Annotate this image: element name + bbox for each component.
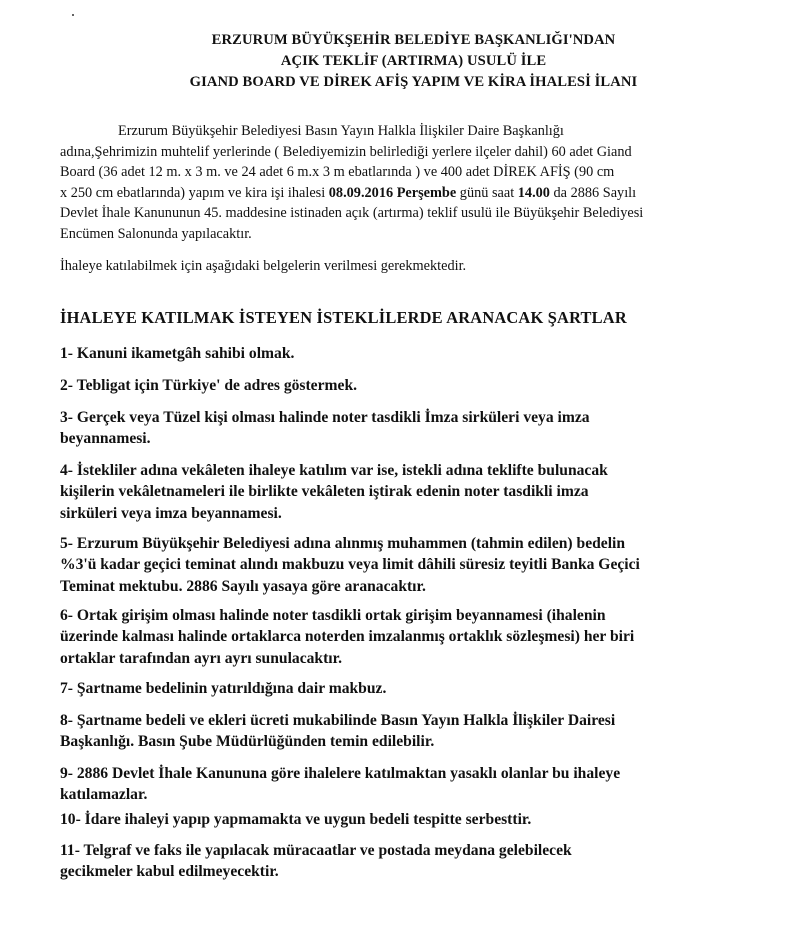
condition-line: 9- 2886 Devlet İhale Kanununa göre ihalelere katılmaktan yasaklı olanlar bu ihaleye [60, 765, 621, 782]
condition-line: 8- Şartname bedeli ve ekleri ücreti mukabilinde Basın Yayın Halkla İlişkiler Dairesi [60, 712, 616, 729]
condition-line: ortaklar tarafından ayrı ayrı sunulacaktır. [60, 649, 343, 667]
intro-text: günü saat [456, 184, 518, 201]
condition-line: Teminat mektubu. 2886 Sayılı yasaya göre aranacaktır. [60, 577, 426, 595]
condition-line: 6- Ortak girişim olması halinde noter tasdikli ortak girişim beyannamesi (ihalenin [60, 607, 606, 624]
condition-item [60, 678, 732, 699]
condition-line: üzerinde kalması halinde ortaklarca noterden imzalanmış ortaklık sözleşmesi) her biri [60, 628, 635, 646]
condition-item [60, 809, 732, 830]
condition-line: 2- Tebligat için Türkiye' de adres göstermek. [60, 377, 358, 394]
intro-line: Erzurum Büyükşehir Belediyesi Basın Yayın Halkla İlişkiler Daire Başkanlığı [118, 123, 564, 139]
condition-line: 4- İstekliler adına vekâleten ihaleye katılım var ise, istekli adına teklifte bulunacak [60, 462, 608, 479]
condition-line: beyannamesi. [60, 430, 151, 448]
condition-item [60, 375, 732, 396]
header-line-3: GIAND BOARD VE DİREK AFİŞ YAPIM VE KİRA İHALESİ İLANI [189, 74, 638, 90]
condition-item [60, 710, 732, 753]
condition-item [60, 763, 732, 806]
condition-item [60, 840, 732, 883]
condition-line: 3- Gerçek veya Tüzel kişi olması halinde noter tasdikli İmza sirküleri veya imza [60, 409, 590, 426]
scan-speck [72, 14, 74, 16]
intro-line: adına,Şehrimizin muhtelif yerlerinde ( Belediyemizin belirlediği yerlere ilçeler dahil) 60 adet Giand [60, 143, 632, 160]
condition-item [60, 407, 732, 450]
intro-paragraph [60, 121, 732, 245]
section-title: İHALEYE KATILMAK İSTEYEN İSTEKLİLERDE ARANACAK ŞARTLAR [60, 308, 627, 327]
intro-line: Board (36 adet 12 m. x 3 m. ve 24 adet 6 m.x 3 m ebatlarında ) ve 400 adet DİREK AFİŞ (90 cm [60, 164, 615, 181]
condition-item [60, 533, 732, 597]
condition-line: Başkanlığı. Basın Şube Müdürlüğünden temin edilebilir. [60, 733, 435, 751]
intro-line: Encümen Salonunda yapılacaktır. [60, 225, 252, 242]
condition-line: katılamazlar. [60, 786, 148, 804]
condition-line: 7- Şartname bedelinin yatırıldığına dair makbuz. [60, 680, 387, 697]
condition-line: gecikmeler kabul edilmeyecektir. [60, 863, 279, 881]
condition-line: %3'ü kadar geçici teminat alındı makbuzu veya limit dâhili süresiz teyitli Banka Geçici [60, 556, 640, 574]
intro-line: Devlet İhale Kanununun 45. maddesine istinaden açık (artırma) teklif usulü ile Büyükşehir Belediyesi [60, 205, 644, 222]
intro-text: da 2886 Sayılı [549, 184, 637, 201]
document-header [0, 30, 787, 93]
auction-date: 08.09.2016 Perşembe [328, 184, 457, 201]
documents-note: İhaleye katılabilmek için aşağıdaki belgelerin verilmesi gerekmektedir. [60, 258, 467, 274]
condition-item [60, 605, 732, 669]
condition-line: 10- İdare ihaleyi yapıp yapmamakta ve uygun bedeli tespitte serbesttir. [60, 811, 532, 828]
condition-line: 11- Telgraf ve faks ile yapılacak müracaatlar ve postada meydana gelebilecek [60, 842, 572, 859]
condition-line: 5- Erzurum Büyükşehir Belediyesi adına alınmış muhammen (tahmin edilen) bedelin [60, 535, 626, 552]
condition-line: kişilerin vekâletnameleri ile birlikte vekâleten iştirak edenin noter tasdikli imza [60, 483, 589, 501]
condition-line: sirküleri veya imza beyannamesi. [60, 504, 282, 522]
header-line-2: AÇIK TEKLİF (ARTIRMA) USULÜ İLE [280, 53, 547, 69]
header-line-1: ERZURUM BÜYÜKŞEHİR BELEDİYE BAŞKANLIĞI'NDAN [211, 32, 616, 48]
intro-text: x 250 cm ebatlarında) yapım ve kira işi ihalesi [60, 184, 329, 201]
auction-time: 14.00 [517, 184, 550, 201]
condition-item [60, 343, 732, 364]
intro-line [60, 183, 732, 204]
condition-line: 1- Kanuni ikametgâh sahibi olmak. [60, 345, 295, 362]
condition-item [60, 460, 732, 524]
